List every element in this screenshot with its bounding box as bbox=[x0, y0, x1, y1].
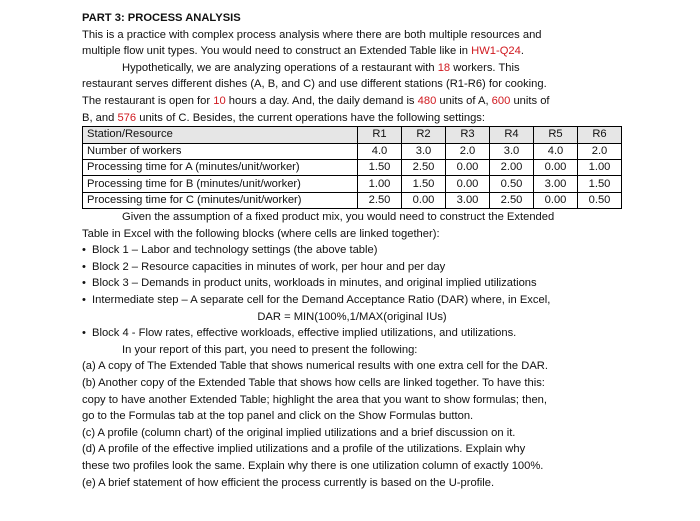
table-cell: 1.00 bbox=[358, 176, 402, 192]
table-cell: 1.50 bbox=[358, 159, 402, 175]
open-hours: 10 bbox=[213, 94, 226, 107]
table-cell: 2.0 bbox=[578, 143, 622, 159]
list-item: • Intermediate step – A separate cell for the Demand Acceptance Ratio (DAR) where, in Excel, bbox=[82, 292, 622, 309]
table-cell: 3.0 bbox=[490, 143, 534, 159]
table-cell: 0.50 bbox=[578, 192, 622, 208]
table-cell: 0.00 bbox=[402, 192, 446, 208]
table-cell: 3.00 bbox=[534, 176, 578, 192]
table-cell: Processing time for B (minutes/unit/worker) bbox=[83, 176, 358, 192]
document bbox=[82, 10, 622, 491]
table-row bbox=[83, 192, 622, 208]
intro-line-4: restaurant serves different dishes (A, B, and C) and use different stations (R1-R6) for cooking. bbox=[82, 78, 547, 91]
intro-line-2: multiple flow unit types. You would need to construct an Extended Table like in HW1-Q24. bbox=[82, 45, 524, 58]
table-cell: 0.00 bbox=[446, 176, 490, 192]
table-cell: 1.00 bbox=[578, 159, 622, 175]
dar-formula: DAR = MIN(100%,1/MAX(original IUs) bbox=[257, 310, 447, 323]
body-line-1: Given the assumption of a fixed product mix, you would need to construct the Extended bbox=[122, 211, 555, 224]
table-header-cell: R6 bbox=[578, 127, 622, 143]
requirement-b-line-1: (b) Another copy of the Extended Table that shows how cells are linked together. To have this: bbox=[82, 377, 545, 390]
table-cell: Number of workers bbox=[83, 143, 358, 159]
table-header-cell: R2 bbox=[402, 127, 446, 143]
table-cell: 2.00 bbox=[490, 159, 534, 175]
requirement-e: (e) A brief statement of how efficient the process currently is based on the U-profile. bbox=[82, 476, 495, 489]
body-line-3: In your report of this part, you need to present the following: bbox=[122, 343, 418, 356]
table-cell: 1.50 bbox=[578, 176, 622, 192]
table-cell: 2.50 bbox=[358, 192, 402, 208]
workers-count: 18 bbox=[437, 61, 451, 74]
list-item: • Block 4 - Flow rates, effective workloads, effective implied utilizations, and utilizations. bbox=[82, 325, 622, 342]
table-cell: Processing time for C (minutes/unit/worker) bbox=[83, 192, 358, 208]
intro-line-5: The restaurant is open for 10 hours a day. And, the daily demand is 480 units of A, 600 units of bbox=[82, 94, 550, 107]
requirement-d-line-2: these two profiles look the same. Explain why there is one utilization column of exactly 100%. bbox=[82, 460, 544, 473]
section-heading: PART 3: PROCESS ANALYSIS bbox=[82, 12, 241, 24]
table-cell: 2.50 bbox=[402, 159, 446, 175]
table-cell: 1.50 bbox=[402, 176, 446, 192]
intro-line-1: This is a practice with complex process analysis where there are both multiple resources and bbox=[82, 28, 542, 41]
table-cell: 4.0 bbox=[534, 143, 578, 159]
intro-line-3: Hypothetically, we are analyzing operations of a restaurant with 18 workers. This bbox=[122, 61, 520, 74]
table-row bbox=[83, 143, 622, 159]
table-header-cell: R1 bbox=[358, 127, 402, 143]
table-cell: 0.00 bbox=[534, 192, 578, 208]
requirement-a: (a) A copy of The Extended Table that shows numerical results with one extra cell for the DAR. bbox=[82, 360, 548, 373]
demand-a: 480 bbox=[417, 94, 437, 107]
list-item: • Block 3 – Demands in product units, workloads in minutes, and original implied utilizations bbox=[82, 275, 622, 292]
settings-table bbox=[82, 126, 622, 209]
table-row bbox=[83, 176, 622, 192]
table-cell: 3.00 bbox=[446, 192, 490, 208]
requirement-d-line-1: (d) A profile of the effective implied utilizations and a profile of the utilizations. Explain why bbox=[82, 443, 526, 456]
table-header-cell: R3 bbox=[446, 127, 490, 143]
table-header-row bbox=[83, 127, 622, 143]
demand-b: 600 bbox=[491, 94, 511, 107]
table-cell: 0.00 bbox=[534, 159, 578, 175]
intro-line-6: B, and 576 units of C. Besides, the current operations have the following settings: bbox=[82, 111, 485, 124]
table-header-cell: R4 bbox=[490, 127, 534, 143]
table-cell: 2.0 bbox=[446, 143, 490, 159]
list-item: • Block 2 – Resource capacities in minutes of work, per hour and per day bbox=[82, 259, 622, 276]
table-cell: 0.50 bbox=[490, 176, 534, 192]
table-row bbox=[83, 159, 622, 175]
list-item: • Block 1 – Labor and technology settings (the above table) bbox=[82, 242, 622, 259]
demand-c: 576 bbox=[117, 111, 137, 124]
table-header-cell: Station/Resource bbox=[83, 127, 358, 143]
hw-reference: HW1-Q24 bbox=[471, 45, 521, 58]
table-cell: 4.0 bbox=[358, 143, 402, 159]
table-cell: Processing time for A (minutes/unit/worker) bbox=[83, 159, 358, 175]
table-cell: 0.00 bbox=[446, 159, 490, 175]
requirement-b-line-2: copy to have another Extended Table; highlight the area that you want to show formulas; then, bbox=[82, 393, 547, 406]
body-line-2: Table in Excel with the following blocks (where cells are linked together): bbox=[82, 227, 440, 240]
table-cell: 3.0 bbox=[402, 143, 446, 159]
requirement-c: (c) A profile (column chart) of the original implied utilizations and a brief discussion on it. bbox=[82, 426, 516, 439]
requirement-b-line-3: go to the Formulas tab at the top panel and click on the Show Formulas button. bbox=[82, 410, 474, 423]
table-cell: 2.50 bbox=[490, 192, 534, 208]
table-header-cell: R5 bbox=[534, 127, 578, 143]
